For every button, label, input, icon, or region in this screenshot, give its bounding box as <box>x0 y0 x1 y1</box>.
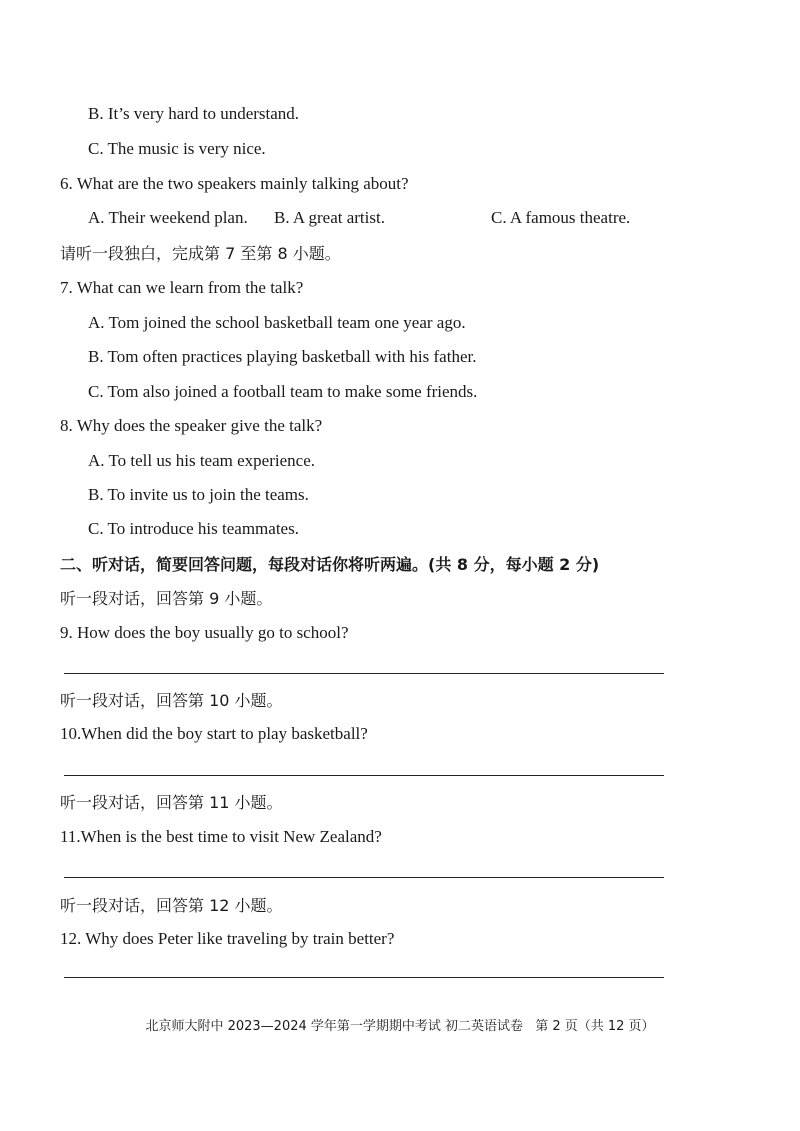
q10-instruction: 听一段对话，回答第 10 小题。 <box>60 691 283 710</box>
q6-option-b: B. A great artist. <box>274 208 385 227</box>
q8-option-b: B. To invite us to join the teams. <box>88 485 309 504</box>
footer-exam-title: 北京师大附中 2023—2024 学年第一学期期中考试 初二英语试卷 <box>145 1019 524 1034</box>
instruction-7-8: 请听一段独白，完成第 7 至第 8 小题。 <box>60 244 341 263</box>
q7-option-c: C. Tom also joined a football team to make some friends. <box>88 382 478 401</box>
q7-question: 7. What can we learn from the talk? <box>60 278 304 297</box>
q6-option-a: A. Their weekend plan. <box>88 208 248 227</box>
q6-option-c: C. A famous theatre. <box>491 208 631 227</box>
q9-question: 9. How does the boy usually go to school? <box>60 623 349 642</box>
q8-option-c: C. To introduce his teammates. <box>88 519 299 538</box>
q5-option-c: C. The music is very nice. <box>88 139 266 158</box>
q11-answer-line[interactable] <box>64 877 664 878</box>
q8-question: 8. Why does the speaker give the talk? <box>60 416 323 435</box>
section-2-heading: 二、听对话，简要回答问题，每段对话你将听两遍。(共 8 分，每小题 2 分) <box>60 555 600 574</box>
page-footer <box>0 1015 800 1034</box>
q11-instruction: 听一段对话，回答第 11 小题。 <box>60 793 283 812</box>
q7-option-a: A. Tom joined the school basketball team one year ago. <box>88 313 466 332</box>
q12-answer-line[interactable] <box>64 977 664 978</box>
q7-option-b: B. Tom often practices playing basketball with his father. <box>88 347 477 366</box>
q12-question: 12. Why does Peter like traveling by train better? <box>60 929 395 948</box>
q6-question: 6. What are the two speakers mainly talking about? <box>60 174 409 193</box>
q11-question: 11.When is the best time to visit New Zealand? <box>60 827 382 846</box>
q8-option-a: A. To tell us his team experience. <box>88 451 315 470</box>
q12-instruction: 听一段对话，回答第 12 小题。 <box>60 896 283 915</box>
q9-answer-line[interactable] <box>64 673 664 674</box>
footer-page-info: 第 2 页（共 12 页） <box>535 1019 655 1034</box>
q9-instruction: 听一段对话，回答第 9 小题。 <box>60 589 273 608</box>
q10-question: 10.When did the boy start to play basketball? <box>60 724 368 743</box>
q10-answer-line[interactable] <box>64 775 664 776</box>
q5-option-b: B. It’s very hard to understand. <box>88 104 300 123</box>
